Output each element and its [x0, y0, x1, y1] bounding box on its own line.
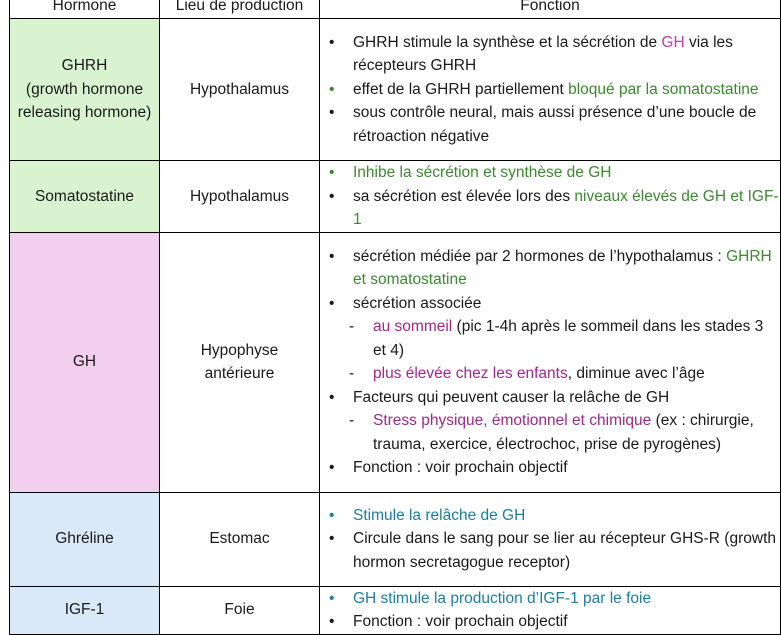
list-item: • Inhibe la sécrétion et synthèse de GH [320, 161, 780, 185]
header-function: Fonction [320, 0, 781, 19]
bullet-icon: • [329, 104, 335, 122]
cell-location-somatostatine: Hypothalamus [160, 161, 320, 233]
list-item: • sécrétion associée [320, 292, 780, 316]
function-list [320, 31, 780, 149]
row-igf1 [10, 586, 781, 634]
cell-function-ghrh [320, 19, 781, 161]
bullet-icon: • [329, 294, 335, 312]
list-item: • sa sécrétion est élevée lors des niveaux élevés de GH et IGF-1 [320, 185, 780, 232]
bullet-icon: • [329, 506, 335, 524]
cell-function-ghreline [320, 492, 781, 586]
bullet-icon: • [329, 80, 335, 98]
list-item: • Stimule la relâche de GH [320, 504, 780, 528]
list-item: - plus élevée chez les enfants, diminue avec l’âge [320, 362, 780, 386]
cell-hormone-igf1: IGF-1 [10, 586, 160, 634]
cell-hormone-ghreline: Ghréline [10, 492, 160, 586]
cell-location-ghrh: Hypothalamus [160, 19, 320, 161]
bullet-icon: • [329, 33, 335, 51]
list-item: • effet de la GHRH partiellement bloqué par la somatostatine [320, 78, 780, 102]
row-gh [10, 232, 781, 492]
list-item: • Circule dans le sang pour se lier au récepteur GHS-R (growth hormon secretagogue receptor) [320, 527, 780, 574]
list-item: - au sommeil (pic 1-4h après le sommeil dans les stades 3 et 4) [320, 315, 780, 362]
bullet-icon: • [329, 589, 335, 607]
bullet-icon: • [329, 247, 335, 265]
cell-hormone-gh: GH [10, 232, 160, 492]
cell-function-igf1 [320, 586, 781, 634]
dash-icon: - [349, 412, 355, 429]
cell-location-igf1: Foie [160, 586, 320, 634]
list-item: • sous contrôle neural, mais aussi présence d’une boucle de rétroaction négative [320, 101, 780, 148]
dash-icon: - [349, 365, 355, 382]
header-row [10, 0, 781, 19]
header-hormone: Hormone [10, 0, 160, 19]
cell-function-somatostatine [320, 161, 781, 233]
bullet-icon: • [329, 388, 335, 406]
bullet-icon: • [329, 613, 335, 630]
hormone-name: GHRH [61, 57, 108, 75]
function-list [320, 504, 780, 575]
header-location: Lieu de production [160, 0, 320, 19]
bullet-icon: • [329, 530, 335, 548]
bullet-icon: • [329, 187, 335, 205]
list-item: • Fonction : voir prochain objectif [320, 610, 780, 634]
cell-location-ghreline: Estomac [160, 492, 320, 586]
bullet-icon: • [329, 164, 335, 181]
list-item: • Facteurs qui peuvent causer la relâche de GH [320, 386, 780, 410]
cell-function-gh [320, 232, 781, 492]
cell-location-gh: Hypophyse antérieure [160, 232, 320, 492]
list-item: • GHRH stimule la synthèse et la sécrétion de GH via les récepteurs GHRH [320, 31, 780, 78]
function-list [320, 587, 780, 634]
row-ghrh [10, 19, 781, 161]
function-list [320, 245, 780, 480]
list-item: - Stress physique, émotionnel et chimique (ex : chirurgie, trauma, exercice, électrochoc, prise de pyrogènes) [320, 409, 780, 456]
cell-hormone-somatostatine: Somatostatine [10, 161, 160, 233]
dash-icon: - [349, 318, 355, 335]
row-somatostatine [10, 161, 781, 233]
row-ghreline [10, 492, 781, 586]
hormone-fullname: (growth hormone releasing hormone) [17, 80, 152, 122]
list-item: • Fonction : voir prochain objectif [320, 456, 780, 480]
hormone-table [9, 0, 781, 635]
list-item: • sécrétion médiée par 2 hormones de l’hypothalamus : GHRH et somatostatine [320, 245, 780, 292]
function-list [320, 161, 780, 232]
cell-hormone-ghrh [10, 19, 160, 161]
list-item: • GH stimule la production d’IGF-1 par le foie [320, 587, 780, 611]
bullet-icon: • [329, 459, 335, 476]
